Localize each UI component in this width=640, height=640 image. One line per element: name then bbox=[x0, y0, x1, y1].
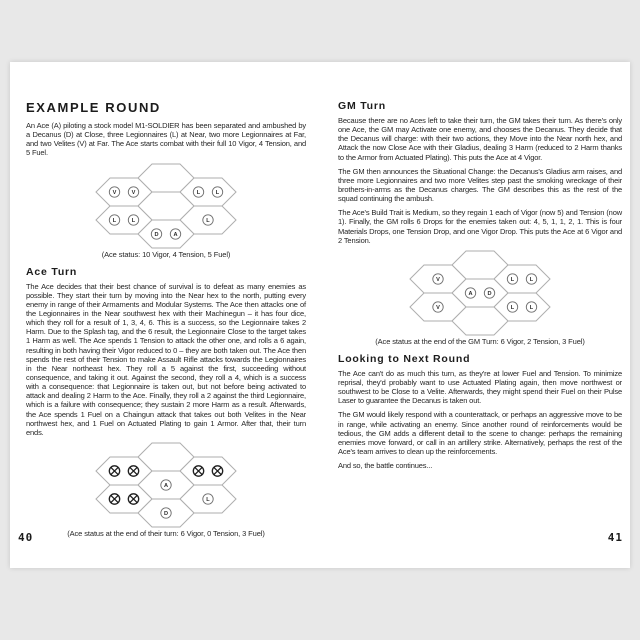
hex-map-initial bbox=[95, 163, 237, 249]
figure-caption: (Ace status at the end of the GM Turn: 6 Vigor, 2 Tension, 3 Fuel) bbox=[375, 336, 585, 346]
gm-turn-paragraph: The Ace's Build Trait is Medium, so they regain 1 each of Vigor (now 5) and Tension (now 1). Finally, the GM rolls 6 Drops for the enemies taken out: 4, 5, 1, 1, 2, 1. This is four Materials Drops, one Tension Drop, and one Vigor Drop. This puts the Ace at 6 Vigor and 2 Tension. bbox=[338, 208, 622, 245]
figure-caption: (Ace status at the end of their turn: 6 Vigor, 0 Tension, 3 Fuel) bbox=[67, 528, 265, 538]
unit-token-label: A bbox=[173, 231, 178, 238]
unit-token-label: V bbox=[436, 304, 440, 311]
unit-token-label: L bbox=[215, 189, 220, 196]
unit-token-label: L bbox=[112, 217, 117, 224]
book-spread bbox=[10, 62, 630, 568]
unit-token-label: A bbox=[468, 290, 473, 297]
figure-end-ace-turn bbox=[26, 442, 306, 538]
page-title: EXAMPLE ROUND bbox=[26, 100, 161, 115]
ace-turn-paragraph: The Ace decides that their best chance of survival is to defeat as many enemies as possible. They start their turn by moving into the Near hex to the north, putting every enemy in range of their Armaments and Modular Systems. The Ace then attacks one of the Legionnaires in the Near southwest hex with their Machinegun – it has four dice, which they roll for a result of 1, 3, 4, 6. This is a success, so the Legionnaire takes 2 Harm. Due to the Splash tag, and the 6 result, the Legionnaire Close to the target takes 1 Harm as well. The Ace spends 1 Tension to attack the other one, and rolls a 6 again, resulting in both having their Vigor reduced to 0 – they are both taken out. The Ace then spends the rest of their Tension to make Assault Rifle attacks towards the Legionnaires in the Near northeast hex. They roll a 5 against the first, succeeding without consequence, and taking it out. Against the second, they roll a 4, which is a success with a consequence: that Legionnaire is taken out, but not before being activated to attack and dealing 2 Harm to the Ace. Finally, they roll a 2 against the third Legionnaire, which is a failure with consequence; they sustain 2 more Harm as a result. Afterwards, the Ace spends 1 Fuel on a Chaingun attack that takes out both Velites in the Near northwest hex, and 1 Fuel on Actuated Plating to gain 1 Armor. After that, their turn ends. bbox=[26, 281, 306, 437]
page-number-right: 41 bbox=[607, 531, 623, 544]
closing-line: And so, the battle continues... bbox=[338, 461, 433, 471]
section-heading-ace-turn: Ace Turn bbox=[26, 265, 78, 278]
figure-initial-setup bbox=[26, 163, 306, 259]
page-right bbox=[320, 62, 630, 568]
figure-end-gm-turn bbox=[338, 250, 622, 346]
unit-token-label: L bbox=[510, 276, 515, 283]
section-heading-next-round: Looking to Next Round bbox=[338, 352, 471, 365]
next-round-paragraph: The Ace can't do as much this turn, as they're at lower Fuel and Tension. To minimize reprisal, they'd probably want to use Actuated Plating again, then move northwest or southwest to be Close to a Velite. Afterwards, they might spend their Fuel on their Pulse Laser to guarantee the Decanus is taken out. bbox=[338, 368, 622, 406]
unit-token-label: A bbox=[163, 482, 169, 489]
unit-token-label: L bbox=[206, 217, 210, 224]
unit-token-label: D bbox=[163, 510, 169, 517]
unit-token-label: L bbox=[196, 189, 201, 196]
figure-caption: (Ace status: 10 Vigor, 4 Tension, 5 Fuel) bbox=[101, 249, 231, 259]
page-left bbox=[10, 62, 320, 568]
gm-turn-paragraph: Because there are no Aces left to take their turn, the GM takes their turn. As there's only one Ace, the GM may Activate one enemy, and chooses the Decanus. They decide that the Decanus will charge: with their two actions, they Move into the Near north hex, and Attack the now Close Ace with their Gladius, dealing 3 Harm (reduced to 2 Harm thanks to the Armor from Actuated Plating). This puts the Ace at 4 Vigor. bbox=[338, 116, 622, 162]
intro-paragraph: An Ace (A) piloting a stock model M1-SOLDIER has been separated and ambushed by a Decanus (D) at Close, three Legionnaires (L) at Near, two more Legionnaires at Far, and two Velites (V) at Far. The Ace starts combat with their full 10 Vigor, 4 Tension, and 5 Fuel. bbox=[26, 121, 306, 158]
hex-map-end-gm-turn bbox=[409, 250, 551, 336]
hex-map-end-ace-turn bbox=[95, 442, 237, 528]
gm-turn-paragraph: The GM then announces the Situational Change: the Decanus's Gladius arm raises, and three more Legionnaires and two more Velites step past the smoking wreckage of their brothers-in-arms as the Decanus charges. The GM describes this as the rest of the squad continuing the ambush. bbox=[338, 166, 622, 204]
page-number-left: 40 bbox=[18, 531, 34, 544]
unit-token-label: D bbox=[487, 290, 492, 297]
unit-token-label: V bbox=[112, 189, 117, 196]
unit-token-label: L bbox=[529, 304, 534, 311]
unit-token-label: V bbox=[131, 189, 136, 196]
unit-token-label: V bbox=[436, 276, 440, 283]
unit-token-label: L bbox=[206, 496, 210, 503]
section-heading-gm-turn: GM Turn bbox=[338, 100, 386, 112]
unit-token-label: L bbox=[529, 276, 534, 283]
unit-token-label: L bbox=[131, 217, 136, 224]
next-round-paragraph: The GM would likely respond with a counterattack, or perhaps an aggressive move to be in range, while activating an enemy. Since another round of reinforcements would be tedious, the GM adds a different detail to the scene to change: perhaps the remaining enemies move forward, or call in an artillery strike. Alternatively, perhaps the rest of the Ace's team arrives to clean up the reinforcements. bbox=[338, 410, 622, 456]
unit-token-label: L bbox=[510, 304, 515, 311]
unit-token-label: D bbox=[154, 231, 159, 238]
